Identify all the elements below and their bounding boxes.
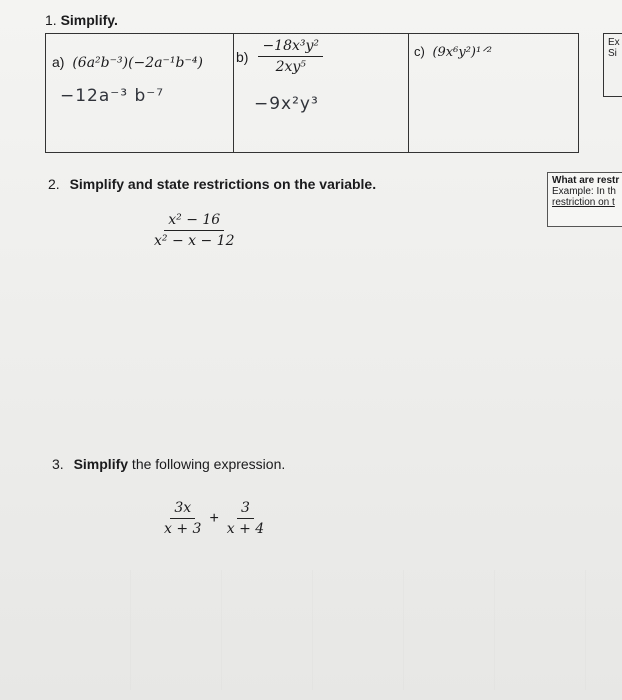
q3-fraction-1-numerator: 3x — [170, 500, 195, 519]
q3-title-bold: Simplify — [73, 456, 129, 472]
q2-heading — [48, 176, 376, 192]
q2-title: Simplify and state restrictions on the variable. — [69, 176, 377, 192]
q1-title: Simplify. — [60, 12, 118, 28]
note-box-title: What are restr — [552, 175, 620, 186]
q2-number: 2. — [48, 176, 60, 192]
q1-number: 1. — [45, 12, 57, 28]
side-box-line-1: Ex — [608, 37, 620, 48]
restrictions-note-box — [547, 172, 622, 227]
q2-fraction — [150, 212, 238, 249]
q3-plus-sign: + — [209, 509, 219, 527]
bleed-through-text — [30, 150, 590, 240]
q1-part-c — [414, 44, 492, 60]
q2-expression — [150, 212, 238, 249]
q1-c-label: c) — [414, 44, 425, 59]
q1-part-a — [52, 54, 203, 71]
q1-b-fraction — [258, 38, 323, 75]
side-example-box — [603, 33, 622, 97]
q1-c-expression: (9x⁶y²)¹ᐟ² — [432, 45, 492, 60]
note-box-example: Example: In th — [552, 186, 616, 197]
q3-fraction-1 — [160, 500, 205, 537]
q3-number: 3. — [52, 456, 64, 472]
q1-a-expression: (6a²b⁻³)(−2a⁻¹b⁻⁴) — [72, 55, 203, 71]
q1-table-divider-2 — [408, 34, 409, 152]
q3-fraction-2-denominator: x + 4 — [226, 521, 265, 537]
note-box-restriction: restriction on t — [552, 197, 615, 208]
q1-b-numerator: −18x³y² — [258, 38, 323, 57]
q1-table-divider-1 — [233, 34, 234, 152]
q1-heading — [45, 12, 118, 28]
q3-expression — [160, 500, 268, 537]
q3-fraction-2 — [223, 500, 268, 537]
q2-denominator: x² − x − 12 — [154, 233, 235, 249]
bleed-through-lines — [40, 570, 600, 690]
q1-a-handwritten-answer: −12a⁻³ b⁻⁷ — [60, 86, 165, 106]
q1-table — [45, 33, 579, 153]
q1-a-label: a) — [52, 54, 65, 70]
q1-part-b — [236, 38, 323, 75]
q1-b-denominator: 2xy⁵ — [275, 59, 306, 75]
q3-fraction-2-numerator: 3 — [237, 500, 254, 519]
q2-numerator: x² − 16 — [164, 212, 224, 231]
q3-heading — [52, 456, 285, 472]
q1-b-label: b) — [236, 48, 249, 65]
q1-b-handwritten-answer: −9x²y³ — [254, 94, 319, 114]
side-box-line-2: Si — [608, 48, 617, 59]
q3-fraction-1-denominator: x + 3 — [164, 521, 202, 537]
q3-title-rest: the following expression. — [128, 456, 286, 472]
